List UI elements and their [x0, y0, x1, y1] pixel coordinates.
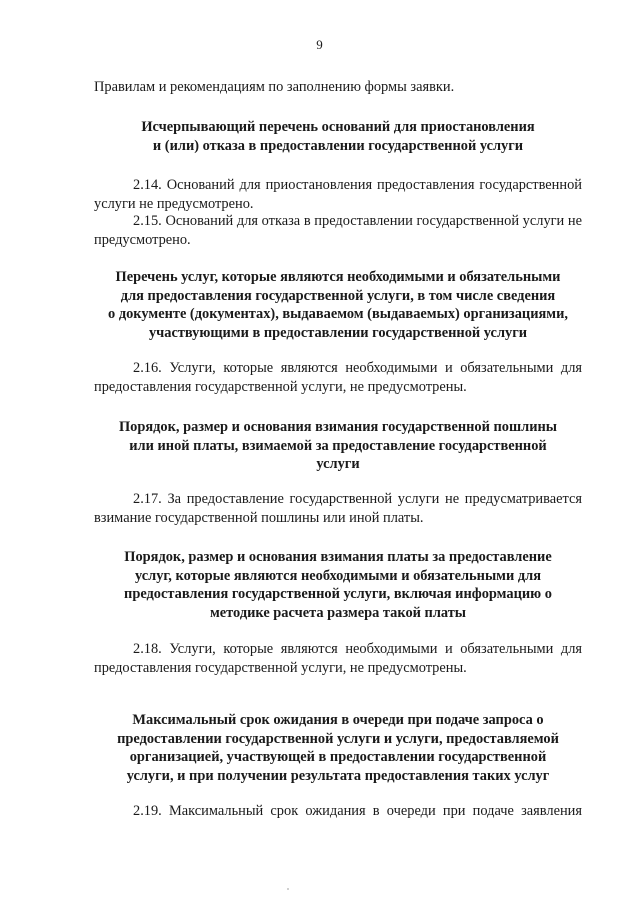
section-heading-grounds-refusal — [94, 118, 582, 155]
heading-line: Перечень услуг, которые являются необходимыми и обязательными — [115, 269, 561, 285]
scan-speck — [287, 888, 289, 890]
heading-line: о документе (документах), выдаваемом (выдаваемых) организациями, — [108, 306, 568, 322]
heading-line: услуги, и при получении результата предоставления таких услуг — [126, 767, 550, 784]
heading-line: предоставлении государственной услуги и услуги, предоставляемой — [117, 730, 559, 747]
paragraph-2-19: 2.19. Максимальный срок ожидания в очереди при подаче заявления — [133, 803, 582, 819]
heading-line: методике расчета размера такой платы — [209, 604, 467, 621]
page-number: 9 — [316, 37, 323, 52]
heading-line: или иной платы, взимаемой за предоставление государственной — [129, 437, 547, 454]
heading-line: для предоставления государственной услуги, в том числе сведения — [120, 287, 556, 304]
heading-line: и (или) отказа в предоставлении государственной услуги — [152, 137, 524, 154]
heading-line: Порядок, размер и основания взимания платы за предоставление — [124, 549, 552, 565]
heading-line: услуги — [316, 456, 360, 472]
heading-line: предоставления государственной услуги, включая информацию о — [124, 586, 552, 602]
paragraph-2-17: 2.17. За предоставление государственной услуги не предусматривается взимание государственной пошлины или иной платы. — [94, 491, 582, 526]
section-heading-state-fee — [94, 418, 582, 474]
section-heading-max-wait-time — [94, 711, 582, 785]
paragraph-2-16: 2.16. Услуги, которые являются необходимыми и обязательными для предоставления государственной услуги, не предусмотрены. — [94, 360, 582, 395]
heading-line: Порядок, размер и основания взимания государственной пошлины — [118, 419, 558, 435]
section-heading-payment-procedure — [94, 548, 582, 622]
paragraph-2-14: 2.14. Оснований для приостановления предоставления государственной услуги не предусмотрено. — [94, 177, 582, 212]
paragraph-2-15: 2.15. Оснований для отказа в предоставлении государственной услуги не предусмотрено. — [94, 213, 582, 248]
heading-line: Максимальный срок ожидания в очереди при подаче запроса о — [132, 712, 544, 728]
paragraph-2-18: 2.18. Услуги, которые являются необходимыми и обязательными для предоставления государственной услуги, не предусмотрены. — [94, 641, 582, 676]
heading-line: услуг, которые являются необходимыми и обязательными для — [134, 567, 542, 584]
intro-text: Правилам и рекомендациям по заполнению формы заявки. — [94, 79, 455, 95]
section-heading-required-services — [94, 268, 582, 342]
heading-line: организацией, участвующей в предоставлении государственной — [129, 749, 547, 765]
heading-line: участвующими в предоставлении государственной услуги — [148, 324, 528, 341]
heading-line: Исчерпывающий перечень оснований для приостановления — [141, 119, 535, 135]
